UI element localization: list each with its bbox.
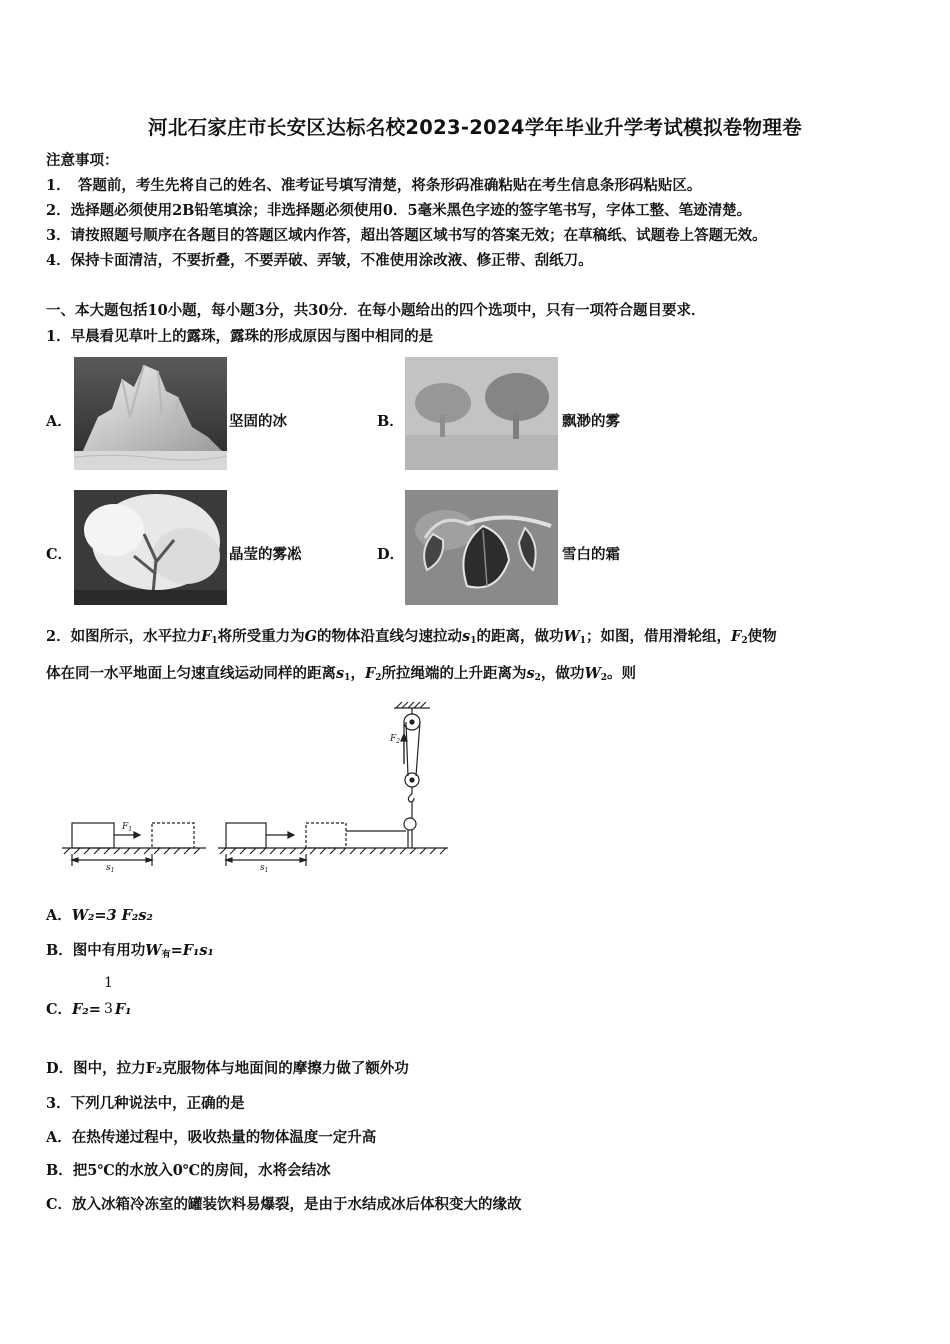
q3-option-a: A．在热传递过程中，吸收热量的物体温度一定升高 <box>46 1129 377 1146</box>
page-title: 河北石家庄市长安区达标名校2023-2024学年毕业升学考试模拟卷物理卷 <box>148 116 802 139</box>
q1-option-d-letter: D． <box>377 546 405 563</box>
q3-option-b: B．把5℃的水放入0℃的房间，水将会结冰 <box>46 1162 331 1179</box>
q1-option-d-caption: 雪白的霜 <box>562 546 620 563</box>
block-left <box>72 823 114 848</box>
q3-option-c: C．放入冰箱冷冻室的罐装饮料易爆裂，是由于水结成冰后体积变大的缘故 <box>46 1196 522 1213</box>
label-F2: $F_2$ <box>390 734 401 745</box>
block-right <box>226 823 266 848</box>
rime-tree-photo <box>74 490 227 605</box>
block-left-dashed <box>152 823 194 848</box>
q1-stem: 1．早晨看见草叶上的露珠，露珠的形成原因与图中相同的是 <box>46 328 434 345</box>
fog-photo <box>405 357 558 470</box>
iceberg-photo <box>74 357 227 470</box>
q2-option-d: D．图中，拉力F₂克服物体与地面间的摩擦力做了额外功 <box>46 1060 409 1077</box>
ground-hatch-left <box>64 848 200 854</box>
fraction-denominator: 3 <box>104 1001 113 1017</box>
block-right-dashed <box>306 823 346 848</box>
q3-stem: 3．下列几种说法中，正确的是 <box>46 1095 245 1112</box>
ground-pulley <box>404 818 416 830</box>
pulley-diagram <box>56 698 456 882</box>
label-s1-left: $s_1$ <box>106 863 115 874</box>
q1-option-a-letter: A． <box>46 413 72 430</box>
notice-item-4: 4．保持卡面清洁，不要折叠，不要弄破、弄皱，不准使用涂改液、修正带、刮纸刀。 <box>46 252 593 269</box>
notice-item-1: 1． 答题前，考生先将自己的姓名、准考证号填写清楚，将条形码准确粘贴在考生信息条形码粘贴区。 <box>46 177 702 194</box>
section-heading: 一、本大题包括10小题，每小题3分，共30分．在每小题给出的四个选项中，只有一项符合题目要求． <box>46 302 706 319</box>
notice-item-2: 2．选择题必须使用2B铅笔填涂；非选择题必须使用0．5毫米黑色字迹的签字笔书写，字体工整、笔迹清楚。 <box>46 202 752 219</box>
label-s1-right: $s_1$ <box>260 863 269 874</box>
q1-option-b-caption: 飘渺的雾 <box>562 413 620 430</box>
q2-option-a: A．W₂=3 F₂s₂ <box>46 907 153 924</box>
q1-option-c-caption: 晶莹的雾凇 <box>229 546 302 563</box>
q1-option-c-letter: C． <box>46 546 73 563</box>
q2-stem-line-1: 2．如图所示，水平拉力$F_1$将所受重力为G的物体沿直线匀速拉动$s_1$的距离，做功$W_1$；如图，借用滑轮组，$F_2$使物 <box>46 628 777 646</box>
q2-option-c: C．F₂= F₁ <box>46 1001 132 1018</box>
notice-item-3: 3．请按照题号顺序在各题目的答题区域内作答，超出答题区域书写的答案无效；在草稿纸、试题卷上答题无效。 <box>46 227 767 244</box>
q1-option-a-caption: 坚固的冰 <box>229 413 287 430</box>
q2-stem-line-2: 体在同一水平地面上匀速直线运动同样的距离$s_1$，$F_2$所拉绳端的上升距离为$s_2$，做功$W_2$。则 <box>46 665 636 683</box>
notice-heading: 注意事项： <box>46 152 119 169</box>
q1-option-b-letter: B． <box>377 413 404 430</box>
frost-leaf-photo <box>405 490 558 605</box>
label-F1: $F_1$ <box>122 822 133 833</box>
fraction-numerator: 1 <box>104 975 113 991</box>
q2-option-b: B．图中有用功$W_有=F_1s_1$ <box>46 942 214 960</box>
